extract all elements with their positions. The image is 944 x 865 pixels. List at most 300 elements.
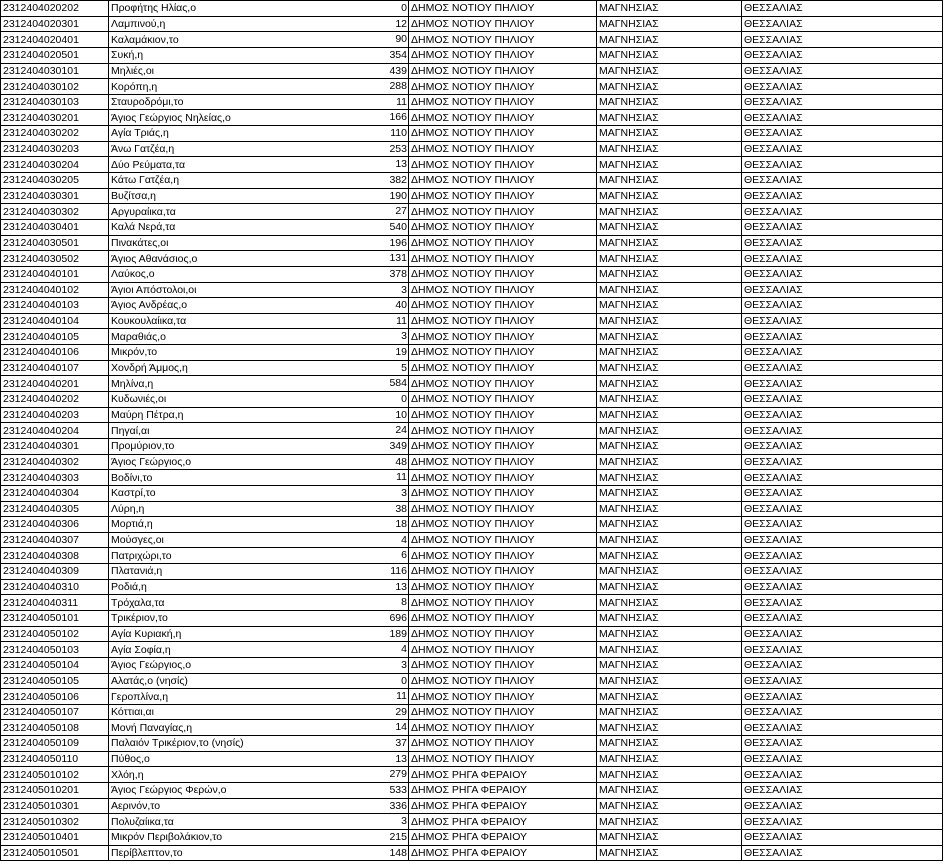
prefecture-cell[interactable]: ΜΑΓΝΗΣΙΑΣ xyxy=(597,329,742,345)
municipality-cell[interactable]: ΔΗΜΟΣ ΝΟΤΙΟΥ ΠΗΛΙΟΥ xyxy=(409,642,597,658)
region-cell[interactable]: ΘΕΣΣΑΛΙΑΣ xyxy=(742,110,943,126)
municipality-cell[interactable]: ΔΗΜΟΣ ΝΟΤΙΟΥ ΠΗΛΙΟΥ xyxy=(409,407,597,423)
settlement-name-cell[interactable] xyxy=(109,595,409,611)
code-cell[interactable]: 2312404050103 xyxy=(1,642,109,658)
code-cell[interactable]: 2312404040103 xyxy=(1,298,109,314)
prefecture-cell[interactable]: ΜΑΓΝΗΣΙΑΣ xyxy=(597,657,742,673)
municipality-cell[interactable]: ΔΗΜΟΣ ΝΟΤΙΟΥ ΠΗΛΙΟΥ xyxy=(409,532,597,548)
code-cell[interactable]: 2312404030502 xyxy=(1,251,109,267)
population-value: 11 xyxy=(396,314,407,327)
settlement-name-cell[interactable] xyxy=(109,673,409,689)
municipality-cell[interactable]: ΔΗΜΟΣ ΝΟΤΙΟΥ ΠΗΛΙΟΥ xyxy=(409,94,597,110)
region-cell[interactable]: ΘΕΣΣΑΛΙΑΣ xyxy=(742,783,943,799)
prefecture-cell[interactable]: ΜΑΓΝΗΣΙΑΣ xyxy=(597,47,742,63)
region-cell[interactable]: ΘΕΣΣΑΛΙΑΣ xyxy=(742,392,943,408)
code-cell[interactable]: 2312404040203 xyxy=(1,407,109,423)
municipality-cell[interactable]: ΔΗΜΟΣ ΝΟΤΙΟΥ ΠΗΛΙΟΥ xyxy=(409,16,597,32)
municipality-cell[interactable]: ΔΗΜΟΣ ΝΟΤΙΟΥ ΠΗΛΙΟΥ xyxy=(409,360,597,376)
code-cell[interactable]: 2312404040106 xyxy=(1,345,109,361)
prefecture-cell[interactable]: ΜΑΓΝΗΣΙΑΣ xyxy=(597,313,742,329)
region-cell[interactable]: ΘΕΣΣΑΛΙΑΣ xyxy=(742,79,943,95)
code-cell[interactable]: 2312404040306 xyxy=(1,517,109,533)
settlement-name-cell[interactable] xyxy=(109,282,409,298)
population-value: 110 xyxy=(390,127,407,140)
code-cell[interactable]: 2312404040204 xyxy=(1,423,109,439)
population-value: 27 xyxy=(395,205,407,218)
municipality-cell[interactable]: ΔΗΜΟΣ ΝΟΤΙΟΥ ΠΗΛΙΟΥ xyxy=(409,173,597,189)
code-cell[interactable]: 2312404040301 xyxy=(1,438,109,454)
municipality-cell[interactable]: ΔΗΜΟΣ ΝΟΤΙΟΥ ΠΗΛΙΟΥ xyxy=(409,282,597,298)
region-cell[interactable]: ΘΕΣΣΑΛΙΑΣ xyxy=(742,829,943,845)
population-value: 131 xyxy=(389,252,407,265)
settlement-name-cell[interactable] xyxy=(109,454,409,470)
prefecture-cell[interactable]: ΜΑΓΝΗΣΙΑΣ xyxy=(597,376,742,392)
table-body xyxy=(1,1,943,861)
code-cell[interactable]: 2312404040305 xyxy=(1,501,109,517)
settlement-name-cell[interactable] xyxy=(109,47,409,63)
settlement-name-cell[interactable] xyxy=(109,548,409,564)
prefecture-cell[interactable]: ΜΑΓΝΗΣΙΑΣ xyxy=(597,110,742,126)
settlement-name-cell[interactable] xyxy=(109,157,409,173)
region-cell[interactable]: ΘΕΣΣΑΛΙΑΣ xyxy=(742,532,943,548)
code-cell[interactable]: 2312404050110 xyxy=(1,751,109,767)
settlement-name-cell[interactable] xyxy=(109,204,409,220)
prefecture-cell[interactable]: ΜΑΓΝΗΣΙΑΣ xyxy=(597,266,742,282)
code-cell[interactable]: 2312404030302 xyxy=(1,204,109,220)
prefecture-cell[interactable]: ΜΑΓΝΗΣΙΑΣ xyxy=(597,798,742,814)
code-cell[interactable]: 2312404040310 xyxy=(1,579,109,595)
code-cell[interactable]: 2312404030203 xyxy=(1,141,109,157)
settlement-name-cell[interactable] xyxy=(109,657,409,673)
region-cell[interactable]: ΘΕΣΣΑΛΙΑΣ xyxy=(742,438,943,454)
prefecture-cell[interactable]: ΜΑΓΝΗΣΙΑΣ xyxy=(597,548,742,564)
settlement-name-cell[interactable] xyxy=(109,798,409,814)
prefecture-cell[interactable]: ΜΑΓΝΗΣΙΑΣ xyxy=(597,736,742,752)
code-cell[interactable]: 2312404050108 xyxy=(1,720,109,736)
settlement-name-cell[interactable] xyxy=(109,173,409,189)
municipality-cell[interactable]: ΔΗΜΟΣ ΝΟΤΙΟΥ ΠΗΛΙΟΥ xyxy=(409,188,597,204)
settlement-name-cell[interactable] xyxy=(109,1,409,17)
municipality-cell[interactable]: ΔΗΜΟΣ ΝΟΤΙΟΥ ΠΗΛΙΟΥ xyxy=(409,626,597,642)
code-cell[interactable]: 2312404030401 xyxy=(1,219,109,235)
prefecture-cell[interactable]: ΜΑΓΝΗΣΙΑΣ xyxy=(597,298,742,314)
region-cell[interactable]: ΘΕΣΣΑΛΙΑΣ xyxy=(742,298,943,314)
settlement-name-cell[interactable] xyxy=(109,63,409,79)
prefecture-cell[interactable]: ΜΑΓΝΗΣΙΑΣ xyxy=(597,16,742,32)
code-cell[interactable]: 2312405010501 xyxy=(1,845,109,861)
settlement-name-cell[interactable] xyxy=(109,376,409,392)
settlement-name-cell[interactable] xyxy=(109,485,409,501)
prefecture-cell[interactable]: ΜΑΓΝΗΣΙΑΣ xyxy=(597,642,742,658)
settlement-name-cell[interactable] xyxy=(109,79,409,95)
population-value: 696 xyxy=(389,611,407,624)
municipality-cell[interactable]: ΔΗΜΟΣ ΝΟΤΙΟΥ ΠΗΛΙΟΥ xyxy=(409,251,597,267)
settlement-name-cell[interactable] xyxy=(109,845,409,861)
prefecture-cell[interactable]: ΜΑΓΝΗΣΙΑΣ xyxy=(597,438,742,454)
code-cell[interactable]: 2312404030204 xyxy=(1,157,109,173)
population-value: 11 xyxy=(396,471,407,484)
settlement-name: Πολυζαίικα,τα xyxy=(111,815,174,828)
code-cell[interactable]: 2312404040307 xyxy=(1,532,109,548)
settlement-name-cell[interactable] xyxy=(109,407,409,423)
code-cell[interactable]: 2312404030101 xyxy=(1,63,109,79)
prefecture-cell[interactable]: ΜΑΓΝΗΣΙΑΣ xyxy=(597,235,742,251)
settlement-name-cell[interactable] xyxy=(109,360,409,376)
region-cell[interactable]: ΘΕΣΣΑΛΙΑΣ xyxy=(742,610,943,626)
region-cell[interactable]: ΘΕΣΣΑΛΙΑΣ xyxy=(742,188,943,204)
settlement-name-cell[interactable] xyxy=(109,736,409,752)
municipality-cell[interactable]: ΔΗΜΟΣ ΝΟΤΙΟΥ ΠΗΛΙΟΥ xyxy=(409,501,597,517)
table-row xyxy=(1,157,943,173)
municipality-cell[interactable]: ΔΗΜΟΣ ΝΟΤΙΟΥ ΠΗΛΙΟΥ xyxy=(409,126,597,142)
code-cell[interactable]: 2312404020501 xyxy=(1,47,109,63)
region-cell[interactable]: ΘΕΣΣΑΛΙΑΣ xyxy=(742,126,943,142)
code-cell[interactable]: 2312404040302 xyxy=(1,454,109,470)
prefecture-cell[interactable]: ΜΑΓΝΗΣΙΑΣ xyxy=(597,720,742,736)
prefecture-cell[interactable]: ΜΑΓΝΗΣΙΑΣ xyxy=(597,673,742,689)
settlement-name-cell[interactable] xyxy=(109,626,409,642)
municipality-cell[interactable]: ΔΗΜΟΣ ΝΟΤΙΟΥ ΠΗΛΙΟΥ xyxy=(409,595,597,611)
municipality-cell[interactable]: ΔΗΜΟΣ ΝΟΤΙΟΥ ΠΗΛΙΟΥ xyxy=(409,345,597,361)
municipality-cell[interactable]: ΔΗΜΟΣ ΝΟΤΙΟΥ ΠΗΛΙΟΥ xyxy=(409,470,597,486)
municipality-cell[interactable]: ΔΗΜΟΣ ΝΟΤΙΟΥ ΠΗΛΙΟΥ xyxy=(409,423,597,439)
settlement-name-cell[interactable] xyxy=(109,251,409,267)
prefecture-cell[interactable]: ΜΑΓΝΗΣΙΑΣ xyxy=(597,157,742,173)
region-cell[interactable]: ΘΕΣΣΑΛΙΑΣ xyxy=(742,251,943,267)
region-cell[interactable]: ΘΕΣΣΑΛΙΑΣ xyxy=(742,47,943,63)
settlement-name-cell[interactable] xyxy=(109,141,409,157)
code-cell[interactable]: 2312404040304 xyxy=(1,485,109,501)
code-cell[interactable]: 2312404050104 xyxy=(1,657,109,673)
region-cell[interactable]: ΘΕΣΣΑΛΙΑΣ xyxy=(742,517,943,533)
code-cell[interactable]: 2312404050102 xyxy=(1,626,109,642)
region-cell[interactable]: ΘΕΣΣΑΛΙΑΣ xyxy=(742,173,943,189)
table-row xyxy=(1,517,943,533)
code-cell[interactable]: 2312404030102 xyxy=(1,79,109,95)
prefecture-cell[interactable]: ΜΑΓΝΗΣΙΑΣ xyxy=(597,454,742,470)
municipality-cell[interactable]: ΔΗΜΟΣ ΝΟΤΙΟΥ ΠΗΛΙΟΥ xyxy=(409,438,597,454)
municipality-cell[interactable]: ΔΗΜΟΣ ΝΟΤΙΟΥ ΠΗΛΙΟΥ xyxy=(409,673,597,689)
settlement-name-cell[interactable] xyxy=(109,345,409,361)
code-cell[interactable]: 2312404040101 xyxy=(1,266,109,282)
prefecture-cell[interactable]: ΜΑΓΝΗΣΙΑΣ xyxy=(597,360,742,376)
prefecture-cell[interactable]: ΜΑΓΝΗΣΙΑΣ xyxy=(597,94,742,110)
code-cell[interactable]: 2312405010302 xyxy=(1,814,109,830)
municipality-cell[interactable]: ΔΗΜΟΣ ΝΟΤΙΟΥ ΠΗΛΙΟΥ xyxy=(409,564,597,580)
settlement-name-cell[interactable] xyxy=(109,298,409,314)
table-row xyxy=(1,298,943,314)
region-cell[interactable]: ΘΕΣΣΑΛΙΑΣ xyxy=(742,63,943,79)
municipality-cell[interactable]: ΔΗΜΟΣ ΝΟΤΙΟΥ ΠΗΛΙΟΥ xyxy=(409,720,597,736)
settlement-name-cell[interactable] xyxy=(109,579,409,595)
code-cell[interactable]: 2312404050106 xyxy=(1,689,109,705)
code-cell[interactable]: 2312404040105 xyxy=(1,329,109,345)
settlement-name-cell[interactable] xyxy=(109,689,409,705)
region-cell[interactable]: ΘΕΣΣΑΛΙΑΣ xyxy=(742,642,943,658)
region-cell[interactable]: ΘΕΣΣΑΛΙΑΣ xyxy=(742,313,943,329)
municipality-cell[interactable]: ΔΗΜΟΣ ΡΗΓΑ ΦΕΡΑΙΟΥ xyxy=(409,783,597,799)
code-cell[interactable]: 2312405010102 xyxy=(1,767,109,783)
municipality-cell[interactable]: ΔΗΜΟΣ ΝΟΤΙΟΥ ΠΗΛΙΟΥ xyxy=(409,657,597,673)
municipality-cell[interactable]: ΔΗΜΟΣ ΝΟΤΙΟΥ ΠΗΛΙΟΥ xyxy=(409,32,597,48)
population-value: 533 xyxy=(389,784,407,797)
prefecture-cell[interactable]: ΜΑΓΝΗΣΙΑΣ xyxy=(597,32,742,48)
code-cell[interactable]: 2312404040202 xyxy=(1,392,109,408)
settlement-name-cell[interactable] xyxy=(109,610,409,626)
municipality-cell[interactable]: ΔΗΜΟΣ ΝΟΤΙΟΥ ΠΗΛΙΟΥ xyxy=(409,235,597,251)
municipality-cell[interactable]: ΔΗΜΟΣ ΝΟΤΙΟΥ ΠΗΛΙΟΥ xyxy=(409,376,597,392)
region-cell[interactable]: ΘΕΣΣΑΛΙΑΣ xyxy=(742,94,943,110)
prefecture-cell[interactable]: ΜΑΓΝΗΣΙΑΣ xyxy=(597,579,742,595)
municipality-cell[interactable]: ΔΗΜΟΣ ΝΟΤΙΟΥ ΠΗΛΙΟΥ xyxy=(409,517,597,533)
prefecture-cell[interactable]: ΜΑΓΝΗΣΙΑΣ xyxy=(597,564,742,580)
settlement-name-cell[interactable] xyxy=(109,423,409,439)
code-cell[interactable]: 2312404020301 xyxy=(1,16,109,32)
municipality-cell[interactable]: ΔΗΜΟΣ ΝΟΤΙΟΥ ΠΗΛΙΟΥ xyxy=(409,141,597,157)
prefecture-cell[interactable]: ΜΑΓΝΗΣΙΑΣ xyxy=(597,126,742,142)
settlement-name: Μορτιά,η xyxy=(111,518,153,531)
prefecture-cell[interactable]: ΜΑΓΝΗΣΙΑΣ xyxy=(597,610,742,626)
settlement-name-cell[interactable] xyxy=(109,642,409,658)
municipality-cell[interactable]: ΔΗΜΟΣ ΡΗΓΑ ΦΕΡΑΙΟΥ xyxy=(409,798,597,814)
municipality-cell[interactable]: ΔΗΜΟΣ ΝΟΤΙΟΥ ΠΗΛΙΟΥ xyxy=(409,610,597,626)
municipality-cell[interactable]: ΔΗΜΟΣ ΝΟΤΙΟΥ ΠΗΛΙΟΥ xyxy=(409,63,597,79)
municipality-cell[interactable]: ΔΗΜΟΣ ΝΟΤΙΟΥ ΠΗΛΙΟΥ xyxy=(409,157,597,173)
table-row xyxy=(1,407,943,423)
prefecture-cell[interactable]: ΜΑΓΝΗΣΙΑΣ xyxy=(597,532,742,548)
municipality-cell[interactable]: ΔΗΜΟΣ ΝΟΤΙΟΥ ΠΗΛΙΟΥ xyxy=(409,313,597,329)
settlement-name-cell[interactable] xyxy=(109,266,409,282)
settlement-name-cell[interactable] xyxy=(109,501,409,517)
code-cell[interactable]: 2312404050101 xyxy=(1,610,109,626)
region-cell[interactable]: ΘΕΣΣΑΛΙΑΣ xyxy=(742,360,943,376)
code-cell[interactable]: 2312404030205 xyxy=(1,173,109,189)
code-cell[interactable]: 2312404040308 xyxy=(1,548,109,564)
municipality-cell[interactable]: ΔΗΜΟΣ ΝΟΤΙΟΥ ΠΗΛΙΟΥ xyxy=(409,751,597,767)
region-cell[interactable]: ΘΕΣΣΑΛΙΑΣ xyxy=(742,845,943,861)
region-cell[interactable]: ΘΕΣΣΑΛΙΑΣ xyxy=(742,626,943,642)
region-cell[interactable]: ΘΕΣΣΑΛΙΑΣ xyxy=(742,767,943,783)
municipality-cell[interactable]: ΔΗΜΟΣ ΝΟΤΙΟΥ ΠΗΛΙΟΥ xyxy=(409,219,597,235)
region-cell[interactable]: ΘΕΣΣΑΛΙΑΣ xyxy=(742,548,943,564)
municipality-cell[interactable]: ΔΗΜΟΣ ΝΟΤΙΟΥ ΠΗΛΙΟΥ xyxy=(409,298,597,314)
prefecture-cell[interactable]: ΜΑΓΝΗΣΙΑΣ xyxy=(597,595,742,611)
settlement-name-cell[interactable] xyxy=(109,767,409,783)
municipality-cell[interactable]: ΔΗΜΟΣ ΝΟΤΙΟΥ ΠΗΛΙΟΥ xyxy=(409,485,597,501)
population-value: 14 xyxy=(395,721,407,734)
prefecture-cell[interactable]: ΜΑΓΝΗΣΙΑΣ xyxy=(597,470,742,486)
code-cell[interactable]: 2312405010201 xyxy=(1,783,109,799)
municipality-cell[interactable]: ΔΗΜΟΣ ΝΟΤΙΟΥ ΠΗΛΙΟΥ xyxy=(409,79,597,95)
settlement-name-cell[interactable] xyxy=(109,438,409,454)
region-cell[interactable]: ΘΕΣΣΑΛΙΑΣ xyxy=(742,798,943,814)
municipality-cell[interactable]: ΔΗΜΟΣ ΝΟΤΙΟΥ ΠΗΛΙΟΥ xyxy=(409,579,597,595)
municipality-cell[interactable]: ΔΗΜΟΣ ΡΗΓΑ ΦΕΡΑΙΟΥ xyxy=(409,767,597,783)
prefecture-cell[interactable]: ΜΑΓΝΗΣΙΑΣ xyxy=(597,219,742,235)
settlement-name-cell[interactable] xyxy=(109,219,409,235)
region-cell[interactable]: ΘΕΣΣΑΛΙΑΣ xyxy=(742,329,943,345)
prefecture-cell[interactable]: ΜΑΓΝΗΣΙΑΣ xyxy=(597,517,742,533)
municipality-cell[interactable]: ΔΗΜΟΣ ΝΟΤΙΟΥ ΠΗΛΙΟΥ xyxy=(409,392,597,408)
prefecture-cell[interactable]: ΜΑΓΝΗΣΙΑΣ xyxy=(597,63,742,79)
region-cell[interactable]: ΘΕΣΣΑΛΙΑΣ xyxy=(742,657,943,673)
code-cell[interactable]: 2312404030201 xyxy=(1,110,109,126)
settlement-name-cell[interactable] xyxy=(109,814,409,830)
region-cell[interactable]: ΘΕΣΣΑΛΙΑΣ xyxy=(742,345,943,361)
code-cell[interactable]: 2312405010301 xyxy=(1,798,109,814)
code-cell[interactable]: 2312404030501 xyxy=(1,235,109,251)
code-cell[interactable]: 2312404030202 xyxy=(1,126,109,142)
settlement-name-cell[interactable] xyxy=(109,16,409,32)
region-cell[interactable]: ΘΕΣΣΑΛΙΑΣ xyxy=(742,673,943,689)
code-cell[interactable]: 2312404030301 xyxy=(1,188,109,204)
prefecture-cell[interactable]: ΜΑΓΝΗΣΙΑΣ xyxy=(597,251,742,267)
prefecture-cell[interactable]: ΜΑΓΝΗΣΙΑΣ xyxy=(597,814,742,830)
settlement-name: Αργυραίικα,τα xyxy=(111,205,176,218)
code-cell[interactable]: 2312404040303 xyxy=(1,470,109,486)
region-cell[interactable]: ΘΕΣΣΑΛΙΑΣ xyxy=(742,564,943,580)
prefecture-cell[interactable]: ΜΑΓΝΗΣΙΑΣ xyxy=(597,501,742,517)
population-value: 4 xyxy=(401,643,407,656)
code-cell[interactable]: 2312404040311 xyxy=(1,595,109,611)
municipality-cell[interactable]: ΔΗΜΟΣ ΡΗΓΑ ΦΕΡΑΙΟΥ xyxy=(409,829,597,845)
region-cell[interactable]: ΘΕΣΣΑΛΙΑΣ xyxy=(742,814,943,830)
region-cell[interactable]: ΘΕΣΣΑΛΙΑΣ xyxy=(742,141,943,157)
table-row xyxy=(1,423,943,439)
settlement-name-cell[interactable] xyxy=(109,126,409,142)
region-cell[interactable]: ΘΕΣΣΑΛΙΑΣ xyxy=(742,16,943,32)
settlement-name-cell[interactable] xyxy=(109,829,409,845)
municipality-cell[interactable]: ΔΗΜΟΣ ΝΟΤΙΟΥ ΠΗΛΙΟΥ xyxy=(409,47,597,63)
prefecture-cell[interactable]: ΜΑΓΝΗΣΙΑΣ xyxy=(597,407,742,423)
prefecture-cell[interactable]: ΜΑΓΝΗΣΙΑΣ xyxy=(597,204,742,220)
code-cell[interactable]: 2312404040104 xyxy=(1,313,109,329)
prefecture-cell[interactable]: ΜΑΓΝΗΣΙΑΣ xyxy=(597,767,742,783)
region-cell[interactable]: ΘΕΣΣΑΛΙΑΣ xyxy=(742,689,943,705)
region-cell[interactable]: ΘΕΣΣΑΛΙΑΣ xyxy=(742,266,943,282)
settlement-name-cell[interactable] xyxy=(109,470,409,486)
prefecture-cell[interactable]: ΜΑΓΝΗΣΙΑΣ xyxy=(597,1,742,17)
municipality-cell[interactable]: ΔΗΜΟΣ ΡΗΓΑ ΦΕΡΑΙΟΥ xyxy=(409,814,597,830)
code-cell[interactable]: 2312404040102 xyxy=(1,282,109,298)
prefecture-cell[interactable]: ΜΑΓΝΗΣΙΑΣ xyxy=(597,79,742,95)
region-cell[interactable]: ΘΕΣΣΑΛΙΑΣ xyxy=(742,704,943,720)
code-cell[interactable]: 2312404020202 xyxy=(1,1,109,17)
region-cell[interactable]: ΘΕΣΣΑΛΙΑΣ xyxy=(742,32,943,48)
settlement-name-cell[interactable] xyxy=(109,720,409,736)
prefecture-cell[interactable]: ΜΑΓΝΗΣΙΑΣ xyxy=(597,188,742,204)
region-cell[interactable]: ΘΕΣΣΑΛΙΑΣ xyxy=(742,219,943,235)
settlement-name-cell[interactable] xyxy=(109,392,409,408)
region-cell[interactable]: ΘΕΣΣΑΛΙΑΣ xyxy=(742,720,943,736)
settlement-name-cell[interactable] xyxy=(109,188,409,204)
table-row xyxy=(1,798,943,814)
code-cell[interactable]: 2312405010401 xyxy=(1,829,109,845)
region-cell[interactable]: ΘΕΣΣΑΛΙΑΣ xyxy=(742,282,943,298)
code-cell[interactable]: 2312404030103 xyxy=(1,94,109,110)
prefecture-cell[interactable]: ΜΑΓΝΗΣΙΑΣ xyxy=(597,141,742,157)
population-value: 18 xyxy=(395,518,407,531)
prefecture-cell[interactable]: ΜΑΓΝΗΣΙΑΣ xyxy=(597,485,742,501)
population-value: 0 xyxy=(401,393,407,406)
prefecture-cell[interactable]: ΜΑΓΝΗΣΙΑΣ xyxy=(597,345,742,361)
population-value: 13 xyxy=(395,752,407,765)
settlement-name-cell[interactable] xyxy=(109,329,409,345)
code-cell[interactable]: 2312404050107 xyxy=(1,704,109,720)
prefecture-cell[interactable]: ΜΑΓΝΗΣΙΑΣ xyxy=(597,282,742,298)
settlement-name-cell[interactable] xyxy=(109,783,409,799)
settlement-name-cell[interactable] xyxy=(109,704,409,720)
municipality-cell[interactable]: ΔΗΜΟΣ ΝΟΤΙΟΥ ΠΗΛΙΟΥ xyxy=(409,329,597,345)
settlement-name-cell[interactable] xyxy=(109,32,409,48)
settlement-name-cell[interactable] xyxy=(109,564,409,580)
region-cell[interactable]: ΘΕΣΣΑΛΙΑΣ xyxy=(742,485,943,501)
municipality-cell[interactable]: ΔΗΜΟΣ ΝΟΤΙΟΥ ΠΗΛΙΟΥ xyxy=(409,1,597,17)
settlement-name: Προφήτης Ηλίας,ο xyxy=(111,2,197,15)
region-cell[interactable]: ΘΕΣΣΑΛΙΑΣ xyxy=(742,736,943,752)
region-cell[interactable]: ΘΕΣΣΑΛΙΑΣ xyxy=(742,751,943,767)
code-cell[interactable]: 2312404020401 xyxy=(1,32,109,48)
region-cell[interactable]: ΘΕΣΣΑΛΙΑΣ xyxy=(742,423,943,439)
prefecture-cell[interactable]: ΜΑΓΝΗΣΙΑΣ xyxy=(597,845,742,861)
municipality-cell[interactable]: ΔΗΜΟΣ ΝΟΤΙΟΥ ΠΗΛΙΟΥ xyxy=(409,736,597,752)
region-cell[interactable]: ΘΕΣΣΑΛΙΑΣ xyxy=(742,157,943,173)
code-cell[interactable]: 2312404040309 xyxy=(1,564,109,580)
municipality-cell[interactable]: ΔΗΜΟΣ ΝΟΤΙΟΥ ΠΗΛΙΟΥ xyxy=(409,204,597,220)
municipality-cell[interactable]: ΔΗΜΟΣ ΝΟΤΙΟΥ ΠΗΛΙΟΥ xyxy=(409,548,597,564)
region-cell[interactable]: ΘΕΣΣΑΛΙΑΣ xyxy=(742,501,943,517)
prefecture-cell[interactable]: ΜΑΓΝΗΣΙΑΣ xyxy=(597,626,742,642)
settlement-name-cell[interactable] xyxy=(109,313,409,329)
code-cell[interactable]: 2312404040201 xyxy=(1,376,109,392)
region-cell[interactable]: ΘΕΣΣΑΛΙΑΣ xyxy=(742,470,943,486)
region-cell[interactable]: ΘΕΣΣΑΛΙΑΣ xyxy=(742,407,943,423)
code-cell[interactable]: 2312404040107 xyxy=(1,360,109,376)
settlement-name-cell[interactable] xyxy=(109,235,409,251)
prefecture-cell[interactable]: ΜΑΓΝΗΣΙΑΣ xyxy=(597,392,742,408)
municipality-cell[interactable]: ΔΗΜΟΣ ΝΟΤΙΟΥ ΠΗΛΙΟΥ xyxy=(409,266,597,282)
municipality-cell[interactable]: ΔΗΜΟΣ ΝΟΤΙΟΥ ΠΗΛΙΟΥ xyxy=(409,689,597,705)
prefecture-cell[interactable]: ΜΑΓΝΗΣΙΑΣ xyxy=(597,423,742,439)
region-cell[interactable]: ΘΕΣΣΑΛΙΑΣ xyxy=(742,235,943,251)
prefecture-cell[interactable]: ΜΑΓΝΗΣΙΑΣ xyxy=(597,751,742,767)
region-cell[interactable]: ΘΕΣΣΑΛΙΑΣ xyxy=(742,204,943,220)
region-cell[interactable]: ΘΕΣΣΑΛΙΑΣ xyxy=(742,1,943,17)
settlement-name-cell[interactable] xyxy=(109,110,409,126)
settlement-name-cell[interactable] xyxy=(109,532,409,548)
municipality-cell[interactable]: ΔΗΜΟΣ ΝΟΤΙΟΥ ΠΗΛΙΟΥ xyxy=(409,704,597,720)
prefecture-cell[interactable]: ΜΑΓΝΗΣΙΑΣ xyxy=(597,173,742,189)
region-cell[interactable]: ΘΕΣΣΑΛΙΑΣ xyxy=(742,376,943,392)
municipality-cell[interactable]: ΔΗΜΟΣ ΡΗΓΑ ΦΕΡΑΙΟΥ xyxy=(409,845,597,861)
municipality-cell[interactable]: ΔΗΜΟΣ ΝΟΤΙΟΥ ΠΗΛΙΟΥ xyxy=(409,454,597,470)
prefecture-cell[interactable]: ΜΑΓΝΗΣΙΑΣ xyxy=(597,783,742,799)
code-cell[interactable]: 2312404050105 xyxy=(1,673,109,689)
region-cell[interactable]: ΘΕΣΣΑΛΙΑΣ xyxy=(742,454,943,470)
settlement-name: Λαμπινού,η xyxy=(111,17,166,30)
code-cell[interactable]: 2312404050109 xyxy=(1,736,109,752)
settlement-name-cell[interactable] xyxy=(109,517,409,533)
settlement-name-cell[interactable] xyxy=(109,751,409,767)
region-cell[interactable]: ΘΕΣΣΑΛΙΑΣ xyxy=(742,595,943,611)
prefecture-cell[interactable]: ΜΑΓΝΗΣΙΑΣ xyxy=(597,829,742,845)
prefecture-cell[interactable]: ΜΑΓΝΗΣΙΑΣ xyxy=(597,704,742,720)
municipality-cell[interactable]: ΔΗΜΟΣ ΝΟΤΙΟΥ ΠΗΛΙΟΥ xyxy=(409,110,597,126)
population-value: 288 xyxy=(389,80,407,93)
region-cell[interactable]: ΘΕΣΣΑΛΙΑΣ xyxy=(742,579,943,595)
settlement-name-cell[interactable] xyxy=(109,94,409,110)
prefecture-cell[interactable]: ΜΑΓΝΗΣΙΑΣ xyxy=(597,689,742,705)
